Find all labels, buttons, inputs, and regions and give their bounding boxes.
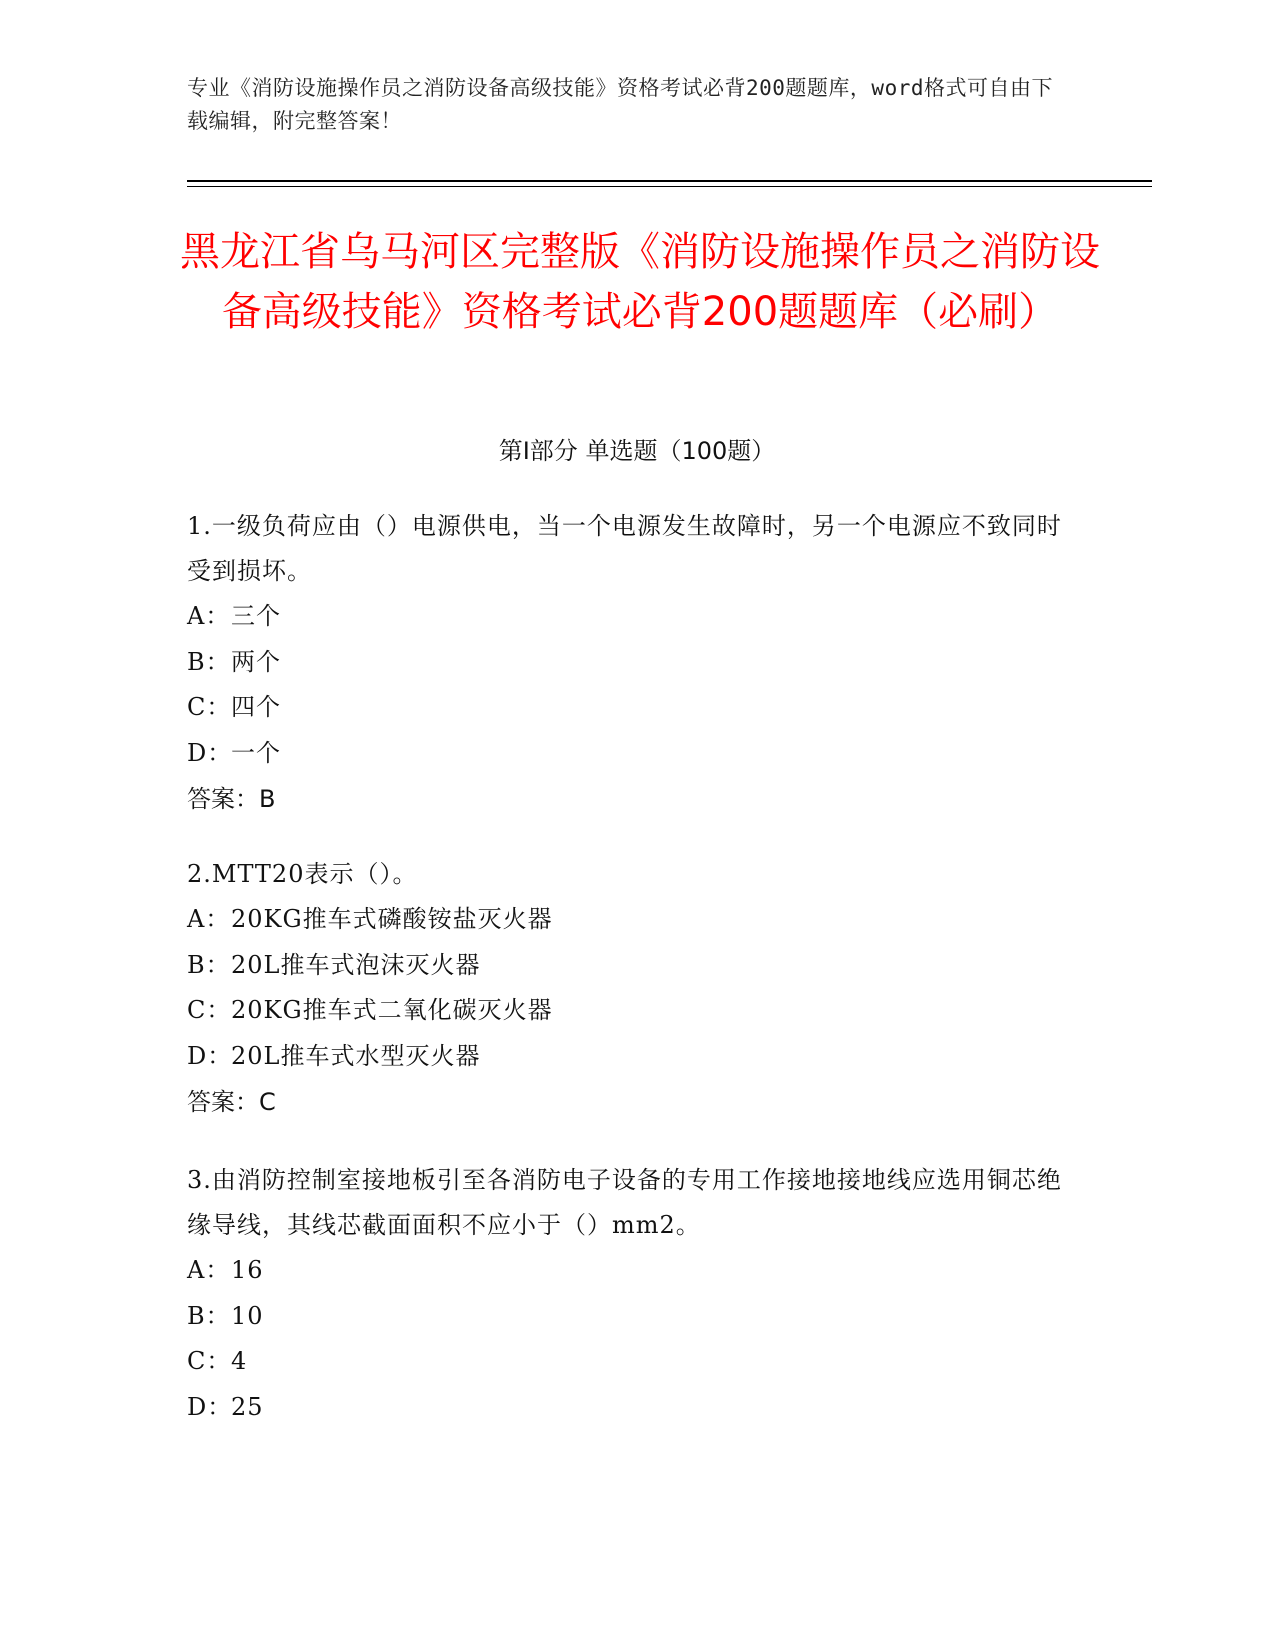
option-key: D： (187, 738, 233, 767)
option-d (187, 1385, 1067, 1431)
option-text: 20L推车式水型灭火器 (231, 1041, 481, 1070)
option-text: 16 (231, 1256, 264, 1284)
option-a (187, 594, 1067, 640)
option-d (187, 1034, 1067, 1080)
question-1 (187, 504, 1067, 822)
option-text: 4 (231, 1347, 248, 1375)
option-text: 20KG推车式磷酸铵盐灭火器 (231, 905, 553, 933)
option-text: 四个 (231, 693, 281, 721)
option-text: 25 (231, 1392, 264, 1421)
header-rule-thick (187, 180, 1152, 182)
header-note: 专业《消防设施操作员之消防设备高级技能》资格考试必背200题题库，word格式可自由下载编辑，附完整答案！ (187, 76, 1053, 133)
option-a (187, 897, 1067, 943)
question-stem: 3.由消防控制室接地板引至各消防电子设备的专用工作接地接地线应选用铜芯绝缘导线，其线芯截面面积不应小于（）mm2。 (187, 1166, 1062, 1239)
option-key: C： (187, 1347, 232, 1375)
question-stem: 2.MTT20表示（）。 (187, 860, 418, 888)
option-text: 两个 (231, 647, 281, 676)
answer: 答案：C (187, 1088, 276, 1116)
option-b (187, 640, 1067, 686)
option-key: A： (187, 905, 231, 933)
document-title: 黑龙江省乌马河区完整版《消防设施操作员之消防设备高级技能》资格考试必背200题题库（必刷） (180, 229, 1100, 335)
option-key: B： (187, 647, 231, 676)
header-rule-thin (187, 186, 1152, 187)
option-text: 20L推车式泡沫灭火器 (231, 950, 481, 979)
option-text: 20KG推车式二氧化碳灭火器 (231, 996, 553, 1024)
option-c (187, 1339, 1067, 1385)
option-key: C： (187, 996, 232, 1024)
option-key: B： (187, 1301, 231, 1330)
option-d (187, 731, 1067, 777)
option-key: D： (187, 1041, 233, 1070)
option-a (187, 1248, 1067, 1294)
question-3 (187, 1158, 1067, 1430)
option-text: 一个 (231, 738, 281, 767)
section-heading: 第Ⅰ部分 单选题（100题） (498, 437, 776, 465)
option-key: A： (187, 602, 231, 630)
question-2 (187, 852, 1067, 1125)
option-b (187, 1294, 1067, 1340)
option-text: 10 (231, 1301, 264, 1330)
option-key: C： (187, 693, 232, 721)
option-key: A： (187, 1256, 231, 1284)
option-key: B： (187, 950, 231, 979)
option-b (187, 943, 1067, 989)
option-c (187, 685, 1067, 731)
answer: 答案：B (187, 785, 276, 813)
option-c (187, 988, 1067, 1034)
option-text: 三个 (231, 602, 281, 630)
option-key: D： (187, 1392, 233, 1421)
question-stem: 1.一级负荷应由（）电源供电，当一个电源发生故障时，另一个电源应不致同时受到损坏。 (187, 512, 1062, 585)
